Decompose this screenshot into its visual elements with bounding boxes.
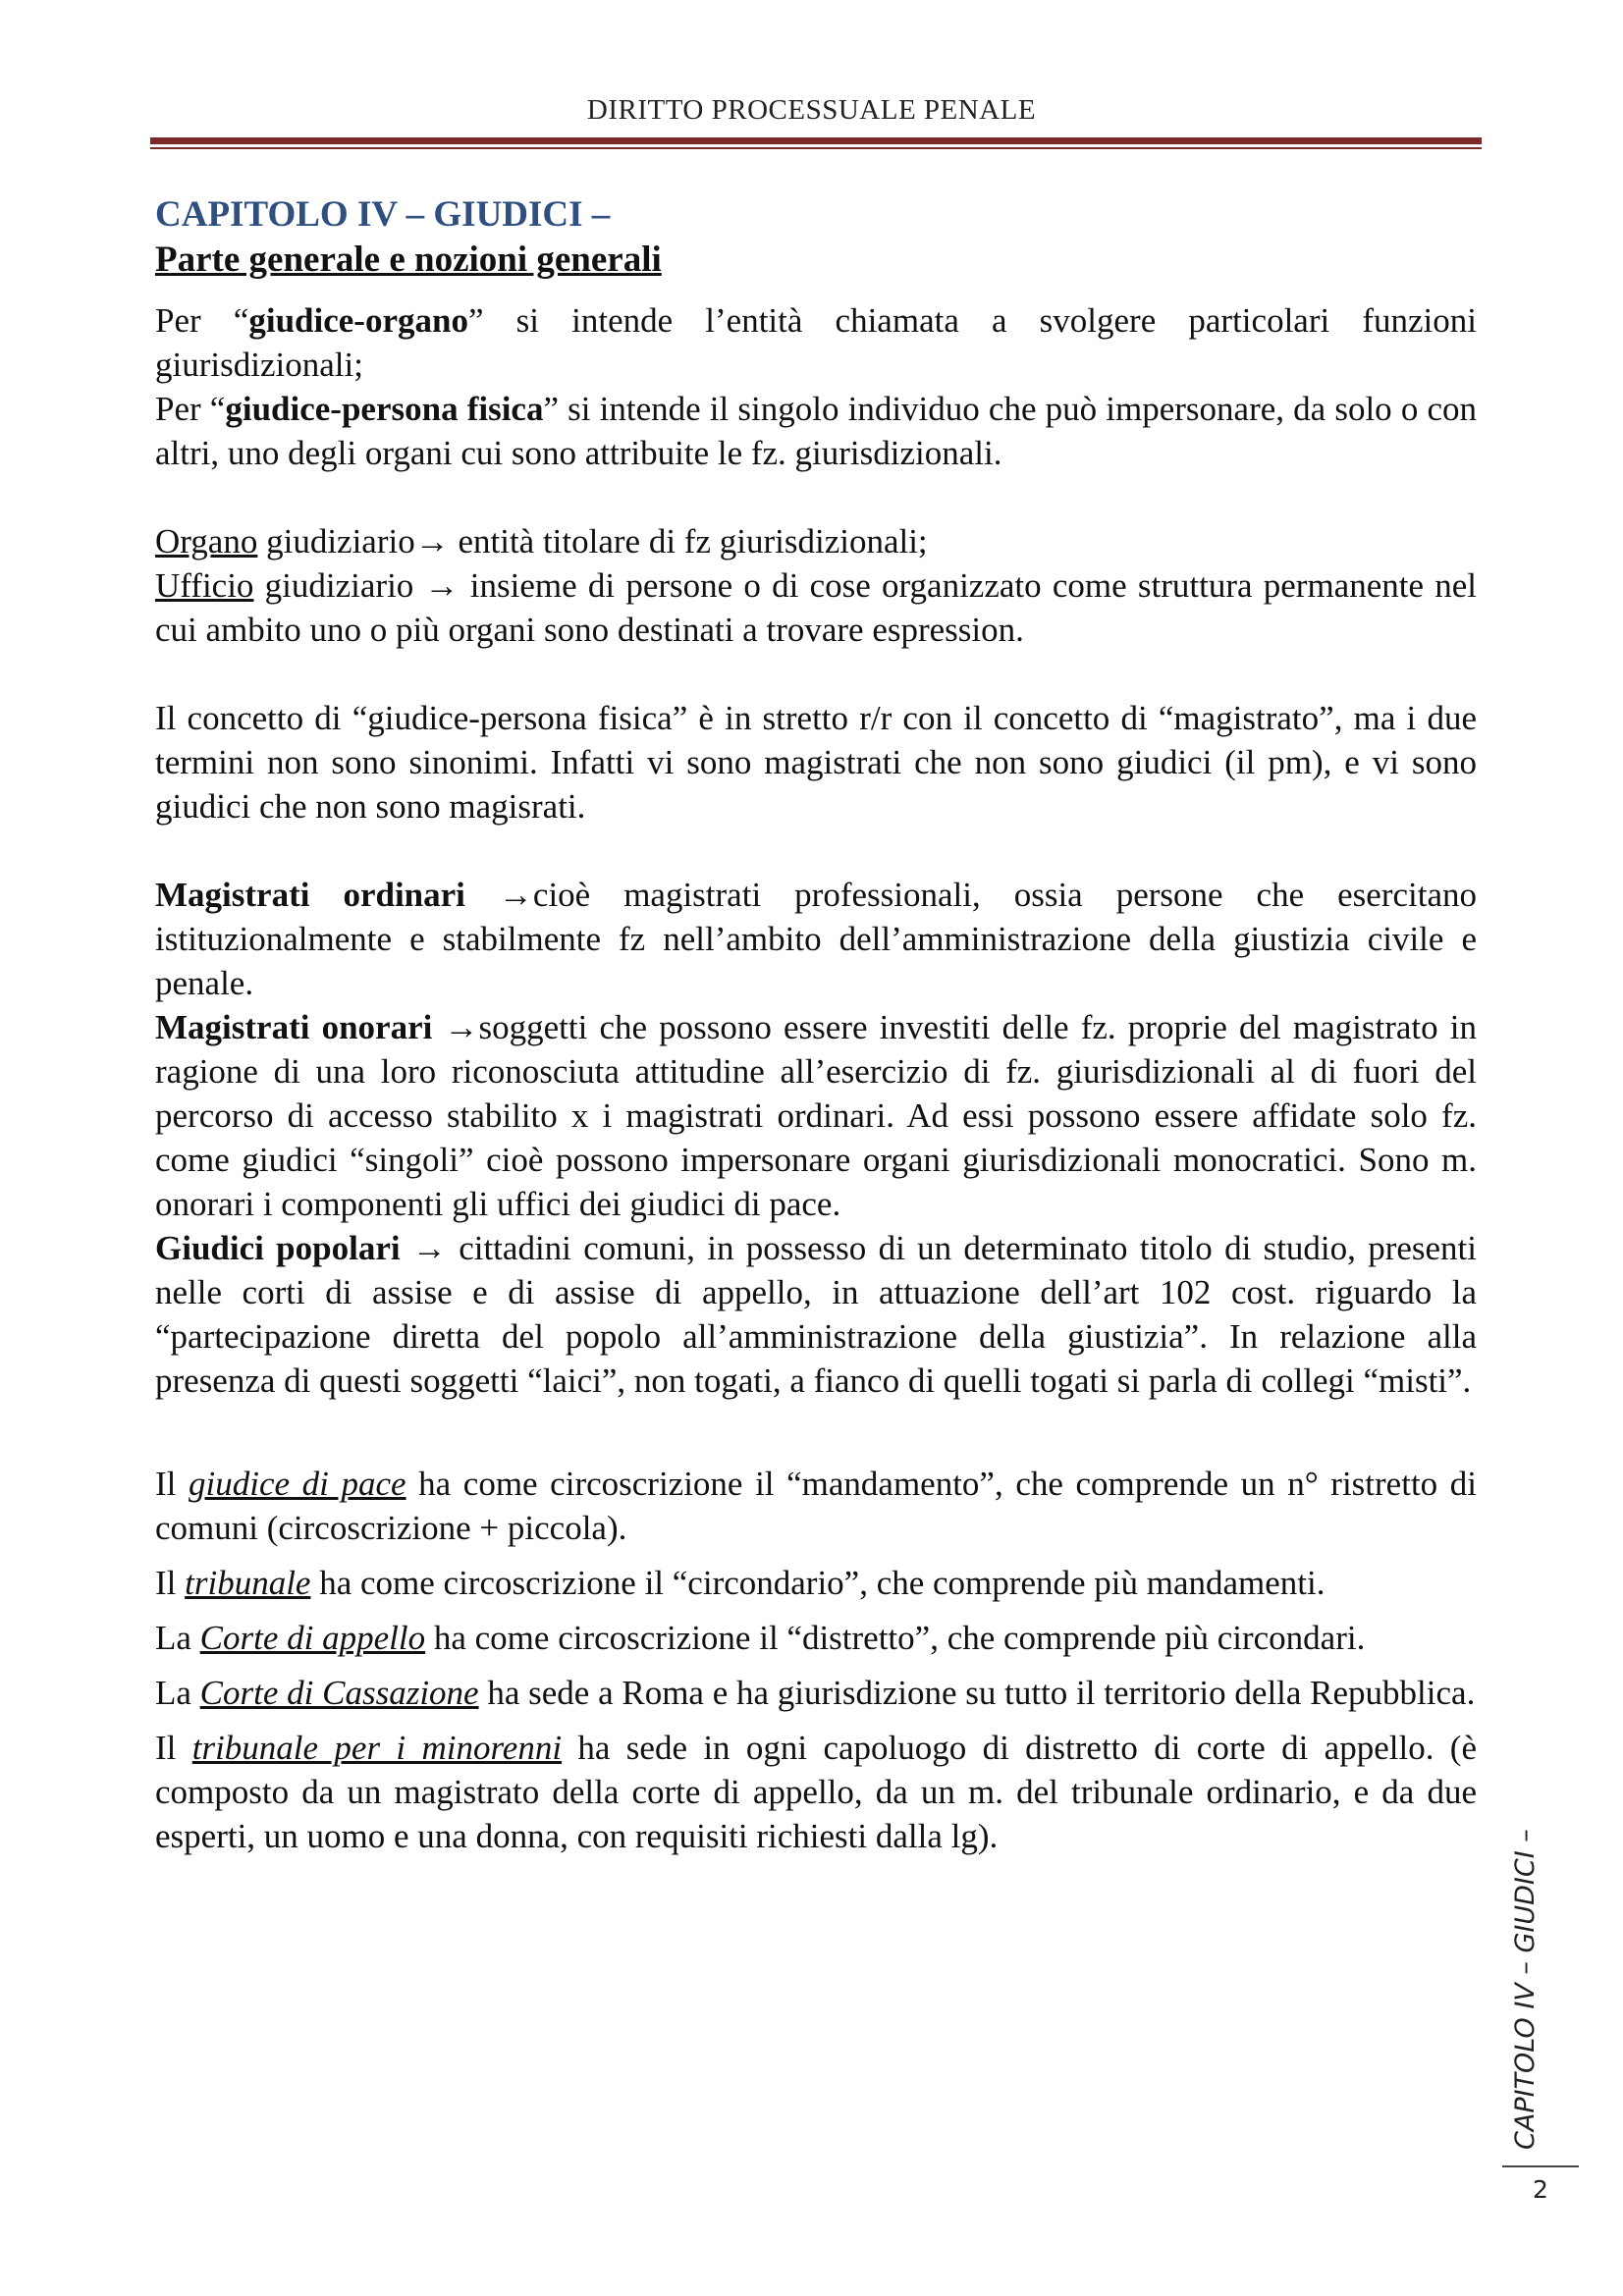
- category-magistrati-ordinari: Magistrati ordinari →cioè magistrati professionali, ossia persone che esercitano istituzionalmente e stabilmente fz nell’ambito dell’amministrazione della giustizia civile e penale.: [155, 876, 1477, 1002]
- term-corte-di-cassazione: Corte di Cassazione: [199, 1674, 479, 1712]
- courts-list: [155, 1462, 1477, 1858]
- section-title: Parte generale e nozioni generali: [155, 240, 662, 280]
- page-number: 2: [1533, 2175, 1548, 2204]
- court-giudice-di-pace: Il giudice di pace ha come circoscrizione il “mandamento”, che comprende un n° ristretto di comuni (circoscrizione + piccola).: [155, 1465, 1477, 1547]
- spacer: [155, 475, 1477, 519]
- term-giudici-popolari: Giudici popolari: [155, 1229, 401, 1267]
- page-number-rule: [1502, 2165, 1579, 2167]
- court-tribunale: Il tribunale ha come circoscrizione il “circondario”, che comprende più mandamenti.: [155, 1564, 1325, 1602]
- court-corte-di-appello: La Corte di appello ha come circoscrizione il “distretto”, che comprende più circondari.: [155, 1619, 1366, 1657]
- term-giudice-organo: giudice-organo: [248, 301, 468, 340]
- paragraph-concetto: Il concetto di “giudice-persona fisica” è in stretto r/r con il concetto di “magistrato”, ma i due termini non sono sinonimi. Infatti vi sono magistrati che non sono giudici (il pm), e vi sono giudici che non sono magisrati.: [155, 699, 1477, 826]
- running-header: DIRITTO PROCESSUALE PENALE: [586, 94, 1037, 126]
- term-giudice-di-pace: giudice di pace: [189, 1465, 406, 1503]
- term-giudice-persona: giudice-persona fisica: [225, 390, 544, 428]
- term-corte-di-appello: Corte di appello: [199, 1619, 426, 1657]
- definition-giudice-persona: Per “giudice-persona fisica” si intende il singolo individuo che può impersonare, da solo o con altri, uno degli organi cui sono attribuite le fz. giurisdizionali.: [155, 390, 1478, 472]
- spacer: [155, 652, 1477, 696]
- side-chapter-label: CAPITOLO IV – GIUDICI –: [1510, 1829, 1541, 2150]
- term-magistrati-ordinari: Magistrati ordinari: [155, 876, 465, 914]
- definition-organo: Organo giudiziario→ entità titolare di fz giurisdizionali;: [155, 522, 928, 561]
- court-corte-di-cassazione: La Corte di Cassazione ha sede a Roma e ha giurisdizione su tutto il territorio della Repubblica.: [155, 1674, 1476, 1712]
- category-magistrati-onorari: Magistrati onorari →soggetti che possono essere investiti delle fz. proprie del magistrato in ragione di una loro riconosciuta attitudine all’esercizio di fz. giurisdizionali al di fuori del percorso di accesso stabilito x i magistrati ordinari. Ad essi possono essere affidate solo fz. come giudici “singoli” cioè possono impersonare organi giurisdizionali monocratici. Sono m. onorari i componenti gli uffici dei giudici di pace.: [155, 1008, 1477, 1223]
- spacer: [155, 828, 1477, 873]
- term-tribunale: tribunale: [185, 1564, 311, 1602]
- page-body: [155, 192, 1477, 1869]
- header-rule-thin: [150, 147, 1482, 149]
- court-tribunale-minorenni: Il tribunale per i minorenni ha sede in ogni capoluogo di distretto di corte di appello. (è composto da un magistrato della corte di appello, da un m. del tribunale ordinario, e da due esperti, un uomo e una donna, con requisiti richiesti dalla lg).: [155, 1729, 1477, 1855]
- definition-giudice-organo: Per “giudice-organo” si intende l’entità chiamata a svolgere particolari funzioni giurisdizionali;: [155, 301, 1477, 384]
- spacer: [155, 1403, 1477, 1462]
- category-giudici-popolari: Giudici popolari → cittadini comuni, in possesso di un determinato titolo di studio, presenti nelle corti di assise e di assise di appello, in attuazione dell’art 102 cost. riguardo la “partecipazione diretta del popolo all’amministrazione della giustizia”. In relazione alla presenza di questi soggetti “laici”, non togati, a fianco di quelli togati si parla di collegi “misti”.: [155, 1229, 1478, 1400]
- definition-ufficio: Ufficio giudiziario → insieme di persone o di cose organizzato come struttura permanente nel cui ambito uno o più organi sono destinati a trovare espression.: [155, 566, 1477, 649]
- term-ufficio: Ufficio: [155, 566, 254, 605]
- term-tribunale-minorenni: tribunale per i minorenni: [191, 1729, 563, 1767]
- term-organo: Organo: [155, 522, 258, 561]
- header-rule: [150, 137, 1482, 144]
- chapter-title: CAPITOLO IV – GIUDICI –: [155, 194, 611, 235]
- term-magistrati-onorari: Magistrati onorari: [155, 1008, 433, 1046]
